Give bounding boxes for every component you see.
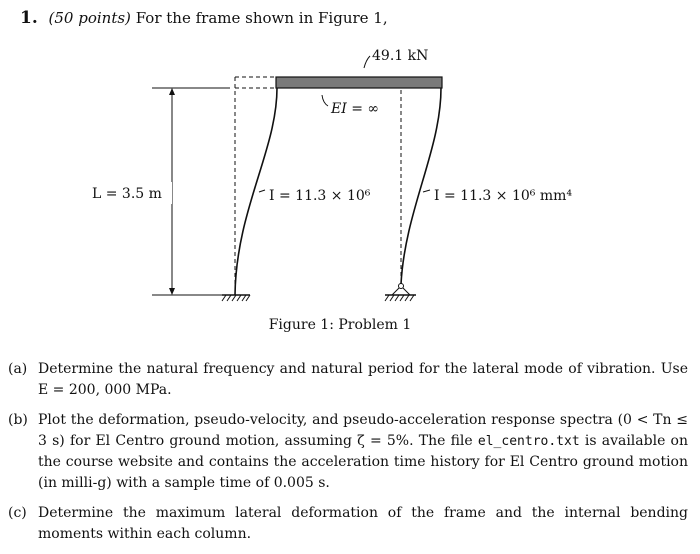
- load-leader: [364, 56, 370, 68]
- part-a-label: (a): [8, 361, 28, 377]
- fixed-support: [222, 295, 250, 301]
- problem-intro: For the frame shown in Figure 1,: [135, 9, 388, 27]
- problem-points: (50 points): [48, 9, 131, 27]
- part-c: [8, 503, 688, 545]
- left-column-label: I = 11.3 × 10⁶: [269, 188, 371, 204]
- beam-stiffness-label: EI = ∞: [331, 101, 380, 117]
- dimension-arrow-bottom: [169, 288, 175, 295]
- rigid-beam: [276, 77, 442, 88]
- problem-number: 1.: [20, 8, 38, 28]
- dimension-arrow-top: [169, 88, 175, 95]
- pinned-support: [385, 284, 416, 302]
- part-b-text: [38, 410, 688, 494]
- left-column-leader: [259, 190, 265, 192]
- right-column-label: I = 11.3 × 10⁶ mm⁴: [434, 188, 573, 204]
- part-b: [8, 410, 688, 494]
- part-c-text: Determine the maximum lateral deformation of the frame and the internal bending moments within each column.: [38, 505, 688, 542]
- part-a: [8, 359, 688, 401]
- data-file-name: el_centro.txt: [477, 434, 580, 449]
- part-b-text-before: Plot the deformation, pseudo-velocity, and pseudo-acceleration response spectra (0 < Tn ≤ 3 s) for El Centro ground motion, assuming ζ = 5%. The file: [38, 412, 688, 449]
- right-column: [401, 88, 441, 284]
- load-label: 49.1 kN: [372, 48, 429, 64]
- part-a-text: Determine the natural frequency and natural period for the lateral mode of vibration. Use E = 200, 000 MPa.: [38, 361, 688, 398]
- right-column-leader: [423, 190, 430, 192]
- part-b-text-after: is available on the course website and contains the acceleration time history for El Centro ground motion (in milli-g) with a sample time of 0.005 s.: [38, 433, 688, 491]
- problem-parts: [8, 359, 688, 554]
- figure-caption: Figure 1: Problem 1: [268, 317, 412, 333]
- height-label: L = 3.5 m: [92, 186, 162, 202]
- part-b-label: (b): [8, 412, 28, 428]
- part-c-label: (c): [8, 505, 27, 521]
- beam-leader: [322, 95, 328, 106]
